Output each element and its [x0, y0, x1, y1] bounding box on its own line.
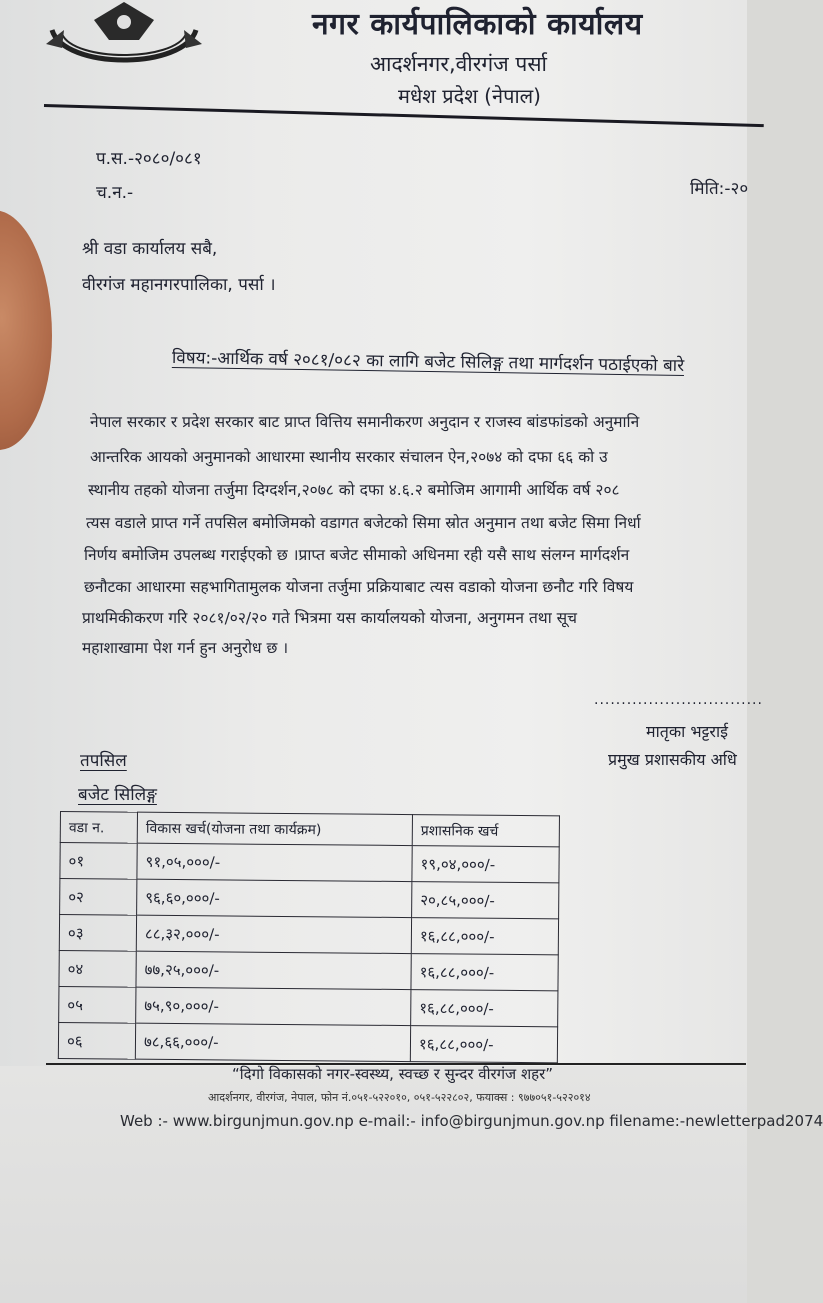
development-cell: ७५,९०,०००/- [136, 987, 411, 1025]
ward-cell: ०३ [59, 915, 136, 952]
office-address: आदर्शनगर,वीरगंज पर्सा [370, 52, 547, 76]
letter-date: मिति:-२० [690, 179, 749, 199]
tapasil-heading: तपसिल [80, 751, 127, 771]
signer-name: मातृका भट्टराई [646, 722, 728, 741]
ward-cell: ०२ [60, 879, 137, 916]
administrative-cell: १६,८८,०००/- [411, 918, 558, 955]
administrative-cell: १६,८८,०००/- [411, 990, 558, 1027]
footer-web-email: Web :- www.birgunjmun.gov.np e-mail:- info@birgunjmun.gov.np filename:-newletterpad2074 [120, 1112, 823, 1130]
office-title: नगर कार्यपालिकाको कार्यालय [312, 7, 643, 42]
table-row [59, 950, 558, 990]
body-line: त्यस वडाले प्राप्त गर्ने तपसिल बमोजिमको वडागत बजेटको सिमा स्रोत अनुमान तथा बजेट सिमा निर्धा [86, 514, 641, 532]
body-line: आन्तरिक आयको अनुमानको आधारमा स्थानीय सरकार संचालन ऐन,२०७४ को दफा ६६ को उ [90, 448, 608, 466]
signer-title: प्रमुख प्रशासकीय अधि [608, 750, 737, 769]
table-row [60, 879, 559, 919]
table-row [59, 986, 558, 1026]
ward-cell: ०१ [60, 843, 137, 880]
body-line: निर्णय बमोजिम उपलब्ध गराईएको छ ।प्राप्त बजेट सीमाको अधिनमा रही यसै साथ संलग्न मार्गदर्शन [84, 546, 630, 564]
column-header-development: विकास खर्च(योजना तथा कार्यक्रम) [137, 812, 412, 845]
addressee-line-2: वीरगंज महानगरपालिका, पर्सा । [82, 275, 276, 295]
municipality-emblem-icon [44, 0, 204, 80]
body-line: नेपाल सरकार र प्रदेश सरकार बाट प्राप्त वित्तिय समानीकरण अनुदान र राजस्व बांडफांडको अनुमानि [90, 413, 640, 431]
column-header-administrative: प्रशासनिक खर्च [412, 815, 559, 847]
administrative-cell: २०,८५,०००/- [412, 882, 559, 919]
development-cell: ९६,६०,०००/- [137, 879, 412, 917]
administrative-cell: १९,०४,०००/- [412, 846, 559, 883]
letter-number: प.स.-२०८०/०८१ [96, 149, 202, 169]
budget-ceiling-heading: बजेट सिलिङ्ग [78, 785, 157, 805]
ward-cell: ०४ [59, 950, 136, 987]
body-line: महाशाखामा पेश गर्न हुन अनुरोध छ । [82, 639, 289, 657]
development-cell: ८८,३२,०००/- [136, 915, 411, 953]
body-line: छनौटका आधारमा सहभागितामुलक योजना तर्जुमा प्रक्रियाबाट त्यस वडाको योजना छनौट गरि विषय [84, 578, 634, 596]
development-cell: ९१,०५,०००/- [137, 843, 412, 881]
office-province: मधेश प्रदेश (नेपाल) [398, 84, 541, 108]
table-row [58, 1022, 557, 1062]
dispatch-number: च.न.- [96, 183, 134, 203]
body-line: प्राथमिकीकरण गरि २०८१/०२/२० गते भित्रमा यस कार्यालयको योजना, अनुगमन तथा सूच [82, 609, 577, 627]
table-row [59, 915, 558, 955]
administrative-cell: १६,८८,०००/- [411, 954, 558, 991]
development-cell: ७८,६६,०००/- [135, 1023, 410, 1061]
signature-line: ............................... [594, 692, 763, 708]
body-line: स्थानीय तहको योजना तर्जुमा दिग्दर्शन,२०७८ को दफा ४.६.२ बमोजिम आगामी आर्थिक वर्ष २०८ [88, 481, 620, 499]
development-cell: ७७,२५,०००/- [136, 951, 411, 989]
footer-contact: आदर्शनगर, वीरगंज, नेपाल, फोन नं.०५१-५२२०१०, ०५१-५२२८०२, फयाक्स : ९७७०५१-५२२०१४ [208, 1091, 591, 1104]
footer-slogan: “दिगो विकासको नगर-स्वस्थ्य, स्वच्छ र सुन्दर वीरगंज शहर” [232, 1065, 554, 1083]
ward-cell: ०५ [59, 986, 136, 1023]
table-row [60, 843, 559, 883]
addressee-line-1: श्री वडा कार्यालय सबै, [82, 239, 218, 259]
budget-table [58, 811, 560, 1063]
column-header-ward: वडा न. [60, 812, 137, 844]
letter-subject: विषय:-आर्थिक वर्ष २०८१/०८२ का लागि बजेट सिलिङ्ग तथा मार्गदर्शन पठाईएको बारे [171, 348, 685, 377]
table-header-row [60, 812, 559, 847]
administrative-cell: १६,८८,०००/- [410, 1026, 557, 1063]
ward-cell: ०६ [58, 1022, 135, 1059]
